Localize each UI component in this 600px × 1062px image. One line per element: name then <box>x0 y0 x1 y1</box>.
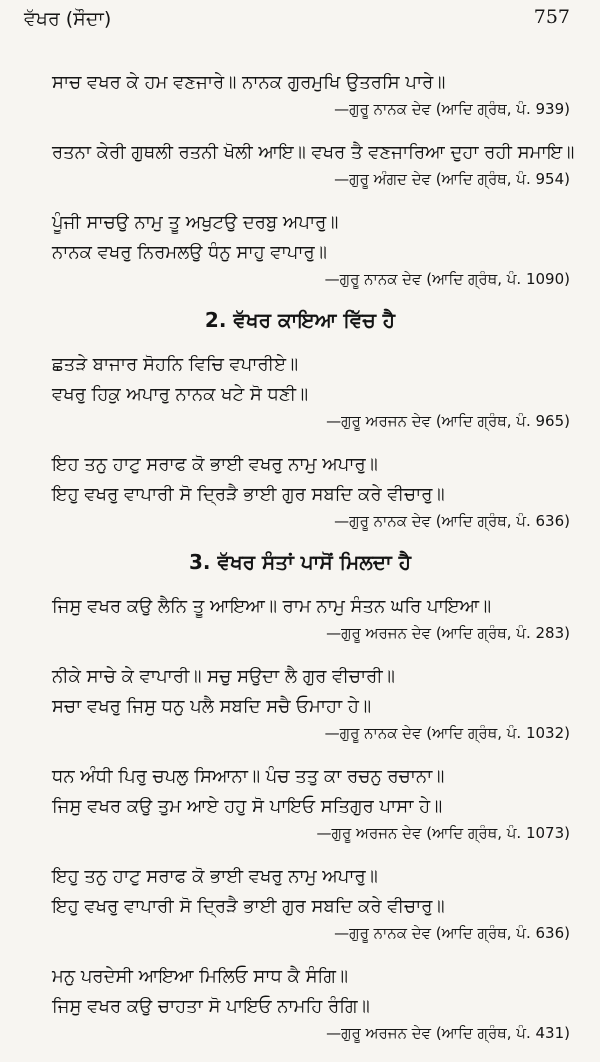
quote-line: ਸਚਾ ਵਖਰੁ ਜਿਸੁ ਧਨੁ ਪਲੈ ਸਬਦਿ ਸਚੈ ਓਮਾਹਾ ਹੇ॥ <box>52 696 372 717</box>
quote-source: —ਗੁਰੂ ਅਰਜਨ ਦੇਵ (ਆਦਿ ਗ੍ਰੰਥ, ਪੰ. 965) <box>326 412 570 430</box>
quote-block <box>0 138 600 190</box>
running-header: ਵੱਖਰ (ਸੌਦਾ) <box>24 8 112 30</box>
quote-block <box>0 350 600 432</box>
quote-source: —ਗੁਰੂ ਅਰਜਨ ਦੇਵ (ਆਦਿ ਗ੍ਰੰਥ, ਪੰ. 1073) <box>316 824 570 842</box>
quote-source: —ਗੁਰੂ ਨਾਨਕ ਦੇਵ (ਆਦਿ ਗ੍ਰੰਥ, ਪੰ. 636) <box>334 512 570 530</box>
quote-line: ਇਹ ਤਨੁ ਹਾਟੁ ਸਰਾਫ ਕੋ ਭਾਈ ਵਖਰੁ ਨਾਮੁ ਅਪਾਰੁ॥ <box>52 454 378 475</box>
quote-line: ਪੂੰਜੀ ਸਾਚਉ ਨਾਮੁ ਤੂ ਅਖੁਟਉ ਦਰਬੁ ਅਪਾਰੁ॥ <box>52 212 339 233</box>
quote-line: ਇਹੁ ਤਨੁ ਹਾਟੁ ਸਰਾਫ ਕੋ ਭਾਈ ਵਖਰੁ ਨਾਮੁ ਅਪਾਰੁ॥ <box>52 866 378 887</box>
quote-block <box>0 962 600 1044</box>
quote-source: —ਗੁਰੂ ਅੰਗਦ ਦੇਵ (ਆਦਿ ਗ੍ਰੰਥ, ਪੰ. 954) <box>334 170 570 188</box>
quote-source: —ਗੁਰੂ ਨਾਨਕ ਦੇਵ (ਆਦਿ ਗ੍ਰੰਥ, ਪੰ. 636) <box>334 924 570 942</box>
quote-line: ਜਿਸੁ ਵਖਰ ਕਉ ਲੈਨਿ ਤੂ ਆਇਆ॥ ਰਾਮ ਨਾਮੁ ਸੰਤਨ ਘਰਿ ਪਾਇਆ॥ <box>52 596 492 617</box>
quote-line: ਵਖਰੁ ਹਿਕੁ ਅਪਾਰੁ ਨਾਨਕ ਖਟੇ ਸੋ ਧਣੀ॥ <box>52 384 309 405</box>
quote-block <box>0 592 600 644</box>
quote-block <box>0 68 600 120</box>
quote-source: —ਗੁਰੂ ਨਾਨਕ ਦੇਵ (ਆਦਿ ਗ੍ਰੰਥ, ਪੰ. 939) <box>334 100 570 118</box>
quote-block <box>0 762 600 844</box>
quote-line: ਸਾਚ ਵਖਰ ਕੇ ਹਮ ਵਣਜਾਰੇ॥ ਨਾਨਕ ਗੁਰਮੁਖਿ ਉਤਰਸਿ ਪਾਰੇ॥ <box>52 72 446 93</box>
quote-line: ਨਾਨਕ ਵਖਰੁ ਨਿਰਮਲਉ ਧੰਨੁ ਸਾਹੁ ਵਾਪਾਰੁ॥ <box>52 242 327 263</box>
section-heading: 2. ਵੱਖਰ ਕਾਇਆ ਵਿੱਚ ਹੈ <box>204 308 396 332</box>
section-heading: 3. ਵੱਖਰ ਸੰਤਾਂ ਪਾਸੋਂ ਮਿਲਦਾ ਹੈ <box>188 550 411 574</box>
quote-block <box>0 862 600 944</box>
quote-line: ਛਤੜੇ ਬਾਜਾਰ ਸੋਹਨਿ ਵਿਚਿ ਵਪਾਰੀਏ॥ <box>52 354 299 375</box>
quote-line: ਜਿਸੁ ਵਖਰ ਕਉ ਤੁਮ ਆਏ ਹਹੁ ਸੋ ਪਾਇਓ ਸਤਿਗੁਰ ਪਾਸਾ ਹੇ॥ <box>52 796 443 817</box>
quote-line: ਧਨ ਅੰਧੀ ਪਿਰੁ ਚਪਲੁ ਸਿਆਨਾ॥ ਪੰਚ ਤਤੁ ਕਾ ਰਚਨੁ ਰਚਾਨਾ॥ <box>52 766 445 787</box>
quote-source: —ਗੁਰੂ ਅਰਜਨ ਦੇਵ (ਆਦਿ ਗ੍ਰੰਥ, ਪੰ. 431) <box>326 1024 570 1042</box>
quote-block <box>0 450 600 532</box>
quote-line: ਜਿਸੁ ਵਖਰ ਕਉ ਚਾਹਤਾ ਸੋ ਪਾਇਓ ਨਾਮਹਿ ਰੰਗਿ॥ <box>52 996 370 1017</box>
page-number: 757 <box>533 6 570 28</box>
quote-line: ਇਹੁ ਵਖਰੁ ਵਾਪਾਰੀ ਸੋ ਦ੍ਰਿੜੈ ਭਾਈ ਗੁਰ ਸਬਦਿ ਕਰੇ ਵੀਚਾਰੁ॥ <box>52 484 445 505</box>
quote-line: ਇਹੁ ਵਖਰੁ ਵਾਪਾਰੀ ਸੋ ਦ੍ਰਿੜੈ ਭਾਈ ਗੁਰ ਸਬਦਿ ਕਰੇ ਵੀਚਾਰੁ॥ <box>52 896 445 917</box>
quote-block <box>0 208 600 290</box>
page-content <box>0 68 600 1062</box>
quote-line: ਰਤਨਾ ਕੇਰੀ ਗੁਥਲੀ ਰਤਨੀ ਖੋਲੀ ਆਇ॥ ਵਖਰ ਤੈ ਵਣਜਾਰਿਆ ਦੁਹਾ ਰਹੀ ਸਮਾਇ॥ <box>52 142 575 163</box>
quote-source: —ਗੁਰੂ ਅਰਜਨ ਦੇਵ (ਆਦਿ ਗ੍ਰੰਥ, ਪੰ. 283) <box>326 624 570 642</box>
quote-block <box>0 662 600 744</box>
quote-line: ਮਨੁ ਪਰਦੇਸੀ ਆਇਆ ਮਿਲਿਓ ਸਾਧ ਕੈ ਸੰਗਿ॥ <box>52 966 349 987</box>
quote-line: ਨੀਕੇ ਸਾਚੇ ਕੇ ਵਾਪਾਰੀ॥ ਸਚੁ ਸਉਦਾ ਲੈ ਗੁਰ ਵੀਚਾਰੀ॥ <box>52 666 395 687</box>
quote-source: —ਗੁਰੂ ਨਾਨਕ ਦੇਵ (ਆਦਿ ਗ੍ਰੰਥ, ਪੰ. 1090) <box>324 270 570 288</box>
quote-source: —ਗੁਰੂ ਨਾਨਕ ਦੇਵ (ਆਦਿ ਗ੍ਰੰਥ, ਪੰ. 1032) <box>324 724 570 742</box>
